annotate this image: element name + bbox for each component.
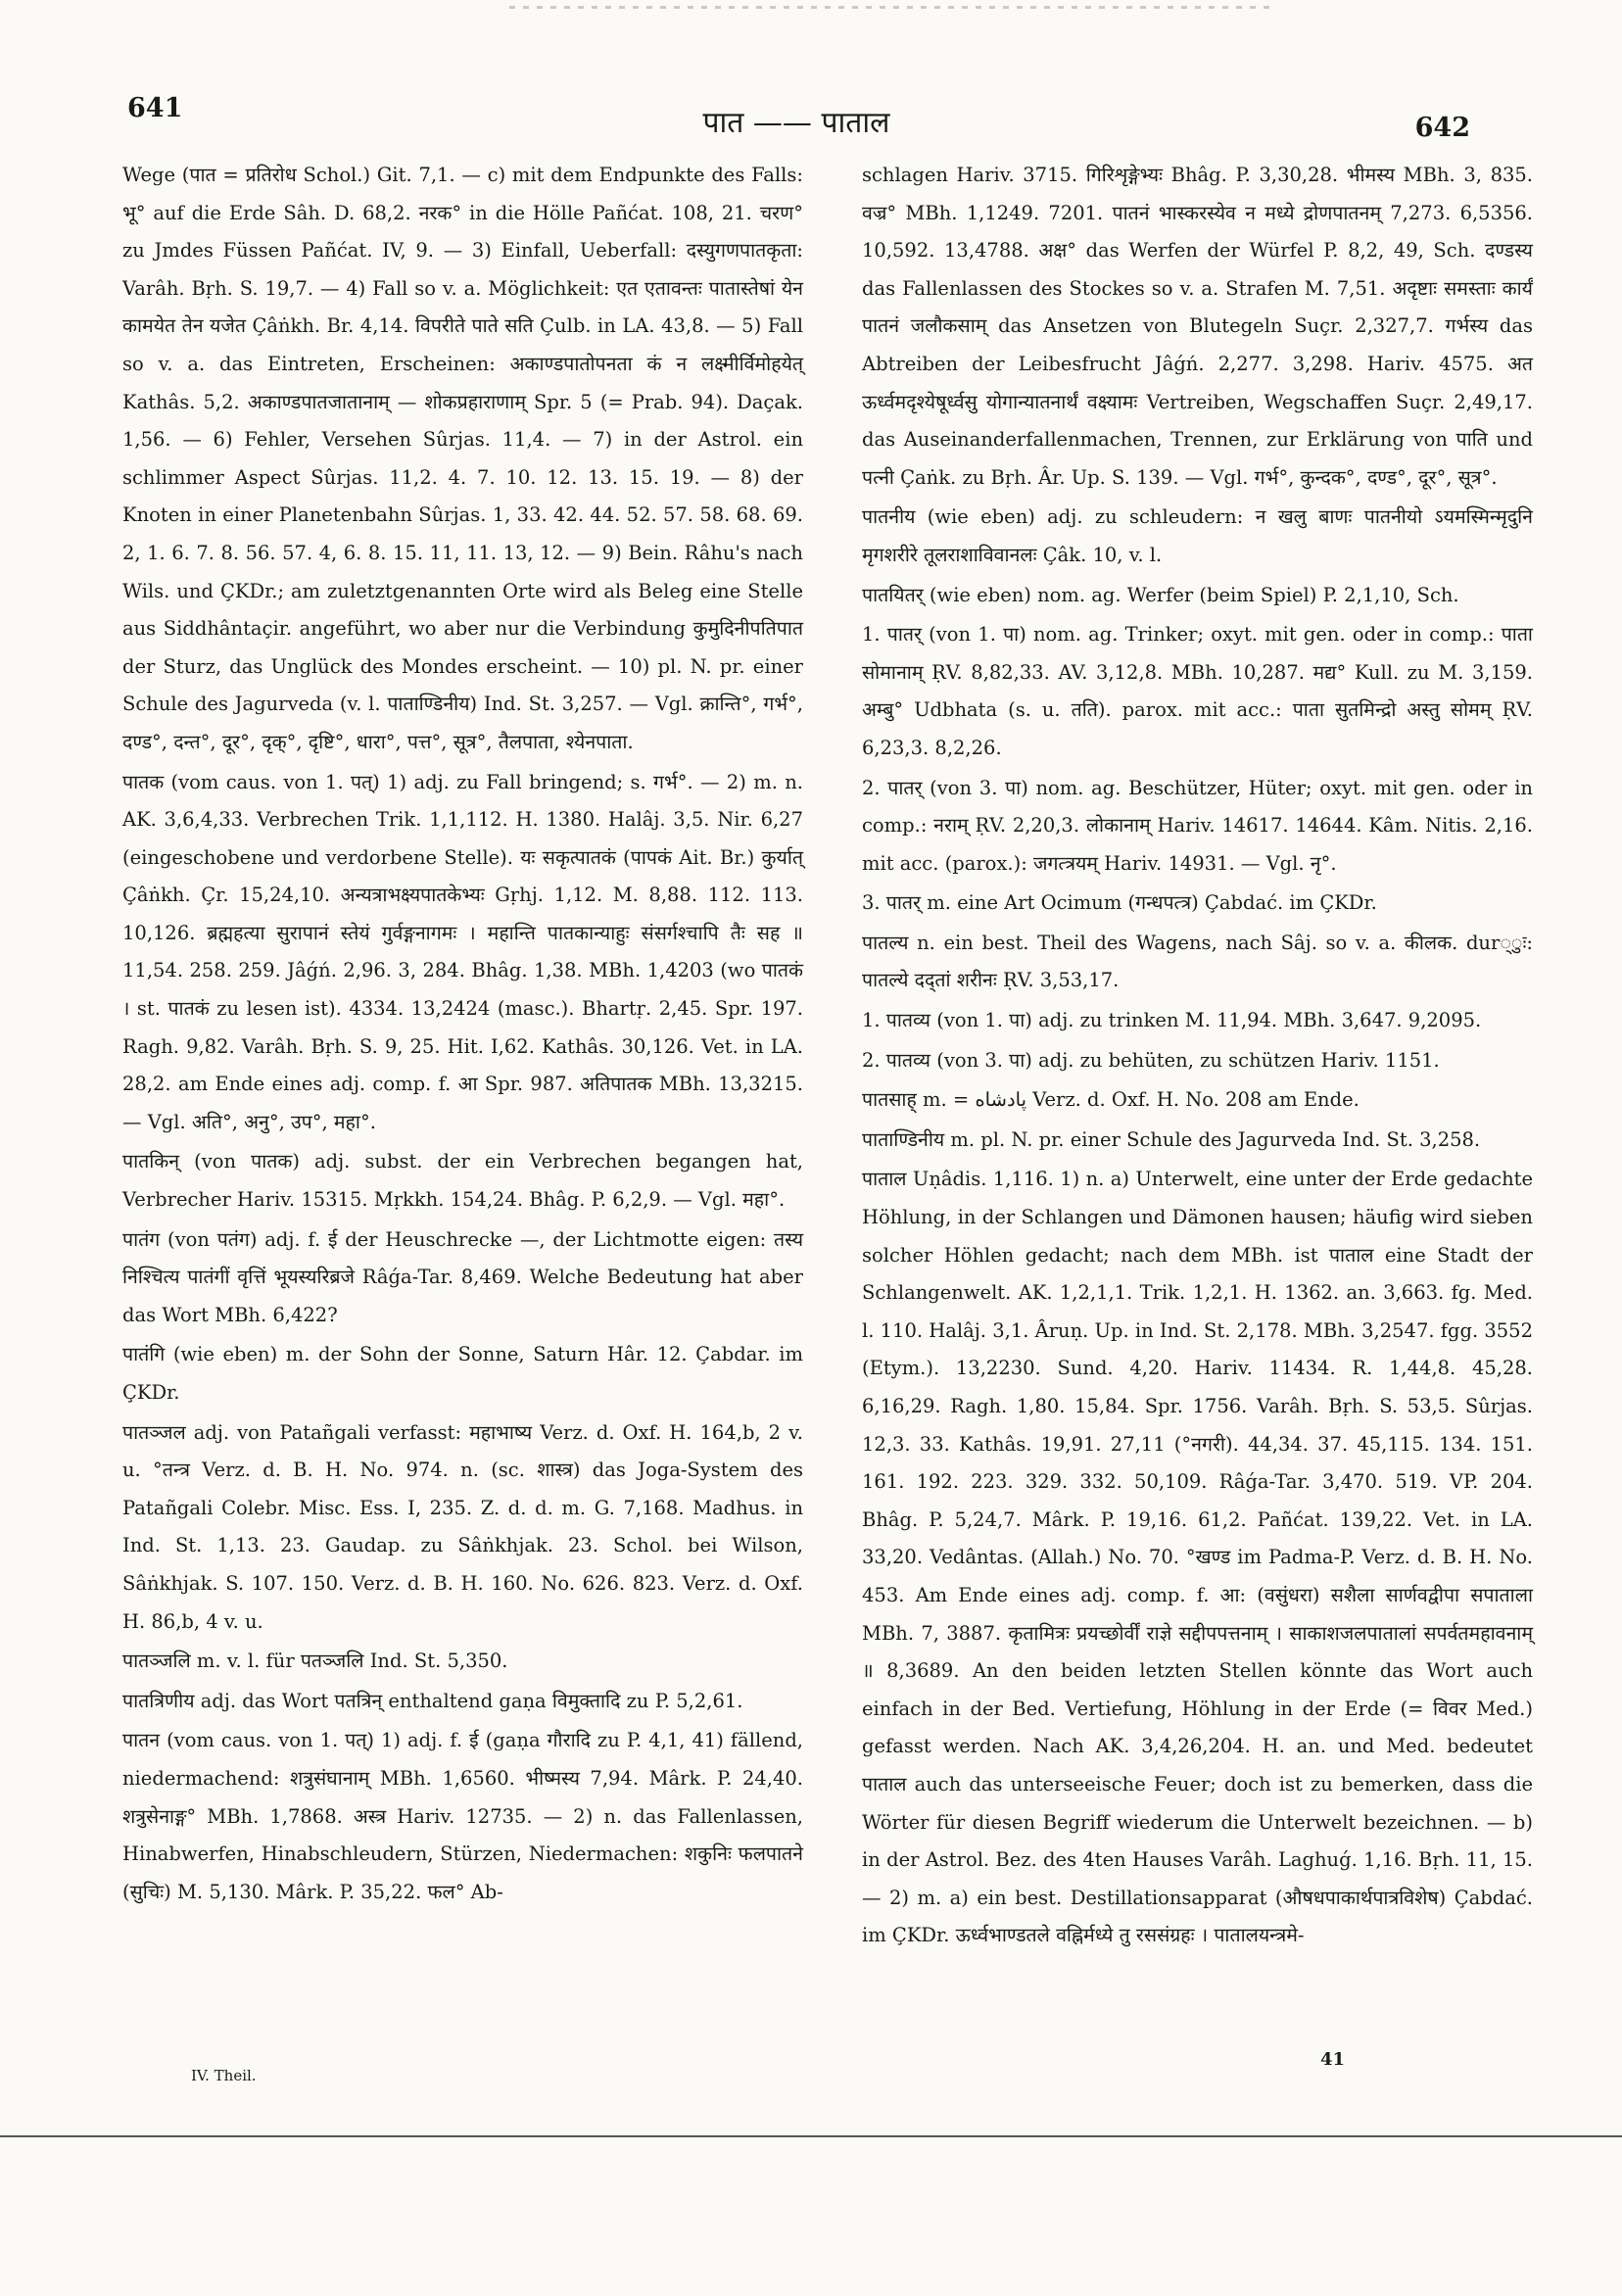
entry-patar-2: 2. पातर् (von 3. पा) nom. ag. Beschützer, Hüter; oxyt. mit gen. oder in comp.: नराम् ṚV. 2,20,3. लोकानाम् Hariv. 14617. 14644. Kâm. Nitis. 2,16. mit acc. (parox.): जगत्त्रयम् Hariv. 14931. — Vgl. नृ°.: [862, 776, 1533, 875]
entry-patalya: पातल्य n. ein best. Theil des Wagens, nach Sâj. so v. a. कीलक. dur्ुः: पातल्ये दद्तां शरीनः ṚV. 3,53,17.: [862, 931, 1533, 992]
entry-patatriniya: पातत्रिणीय adj. das Wort पतत्रिन् enthaltend gaṇa विमुक्तादि zu P. 5,2,61.: [122, 1689, 743, 1712]
entry-patana: पातन (vom caus. von 1. पत्) 1) adj. f. ई (gaṇa गौरादि zu P. 4,1, 41) fällend, niedermachend: शत्रुसंघानाम् MBh. 1,6560. भीष्मस्य 7,94. Mârk. P. 24,40. शत्रुसेनाङ्ग° MBh. 1,7868. अस्त्र Hariv. 12735. — 2) n. das Fallenlassen, Hinabwerfen, Hinabschleudern, Stürzen, Niedermachen: शकुनिः फलपातने (सुचिः) M. 5,130. Mârk. P. 35,22. फल° Ab-: [122, 1729, 803, 1903]
bottom-rule: [0, 2135, 1622, 2137]
entry-patanjala: पातञ्जल adj. von Patañgali verfasst: महाभाष्य Verz. d. Oxf. H. 164,b, 2 v. u. °तन्त्र Verz. d. B. H. No. 974. n. (sc. शास्त्र) das Joga-System des Patañgali Colebr. Misc. Ess. I, 235. Z. d. d. m. G. 7,168. Madhus. in Ind. St. 1,13. 23. Gaudap. zu Sâṅkhjak. 23. Schol. bei Wilson, Sâṅkhjak. S. 107. 150. Verz. d. B. H. 160. No. 626. 823. Verz. d. Oxf. H. 86,b, 4 v. u.: [122, 1420, 803, 1633]
entry-patandiniya: पाताण्डिनीय m. pl. N. pr. einer Schule des Jagurveda Ind. St. 3,258.: [862, 1127, 1481, 1151]
entry-patasah: पातसाह् m. = پادشاه Verz. d. Oxf. H. No. 208 am Ende.: [862, 1088, 1360, 1112]
volume-note: IV. Theil.: [191, 2067, 257, 2084]
scan-artifact: [509, 6, 1273, 9]
entry-pataniya: पातनीय (wie eben) adj. zu schleudern: न खलु बाणः पातनीयो ऽयमस्मिन्मृदुनि मृगशरीरे तूलराशाविवानलः Çâk. 10, v. l.: [862, 505, 1533, 566]
entry-patar-3: 3. पातर् m. eine Art Ocimum (गन्धपत्त्र) Çabdać. im ÇKDr.: [862, 891, 1377, 915]
entry-patanjali: पातञ्जलि m. v. l. für पतञ्जलि Ind. St. 5,350.: [122, 1650, 508, 1673]
entry-patavya-1: 1. पातव्य (von 1. पा) adj. zu trinken M. 11,94. MBh. 3,647. 9,2095.: [862, 1009, 1482, 1032]
page-header: [122, 93, 1470, 142]
entry-patala: पाताल Uṇâdis. 1,116. 1) n. a) Unterwelt, eine unter der Erde gedachte Höhlung, in der Schlangen und Dämonen hausen; häufig wird sieben solcher Höhlen gedacht; nach dem MBh. ist पाताल eine Stadt der Schlangenwelt. AK. 1,2,1,1. Trik. 1,2,1. H. 1362. an. 3,663. fg. Med. l. 110. Halâj. 3,1. Âruṇ. Up. in Ind. St. 2,178. MBh. 3,2547. fgg. 3552 (Etym.). 13,2230. Sund. 4,20. Hariv. 11434. R. 1,44,8. 45,28. 6,16,29. Ragh. 1,80. 15,84. Spr. 1756. Varâh. Bṛh. S. 53,5. Sûrjas. 12,3. 33. Kathâs. 19,91. 27,11 (°नगरी). 44,34. 37. 45,115. 134. 151. 161. 192. 223. 329. 332. 50,109. Râǵa-Tar. 3,470. 519. VP. 204. Bhâg. P. 5,24,7. Mârk. P. 19,16. 61,2. Pañćat. 139,22. Vet. in LA. 33,20. Vedântas. (Allah.) No. 70. °खण्ड im Padma-P. Verz. d. B. H. No. 453. Am Ende eines adj. comp. f. आ: (वसुंधरा) सशैला सार्णवद्वीपा सपाताला MBh. 7, 3887. कृतामित्रः प्रयच्छोर्वीं राज्ञे सद्दीपपत्तनाम् । साकाशजलपातालां सपर्वतमहावनाम् ॥ 8,3689. An den beiden letzten Stellen könnte das Wort auch einfach in der Bed. Vertiefung, Höhlung in der Erde (= विवर Med.) gefasst werden. Nach AK. 3,4,26,204. H. an. und Med. bedeutet पाताल auch das unterseeische Feuer; doch ist zu bemerken, dass die Wörter für diesen Begriff wiederum die Unterwelt bezeichnen. — b) in der Astrol. Bez. des 4ten Hauses Varâh. Laghuǵ. 1,16. Bṛh. 11, 15. — 2) m. a) ein best. Destillationsapparat (औषधपाकार्थपात्रविशेष) Çabdać. im ÇKDr. ऊर्ध्वभाण्डतले वह्निर्मध्ये तु रससंग्रहः । पातालयन्त्रमे-: [862, 1168, 1533, 1947]
entry-patavya-2: 2. पातव्य (von 3. पा) adj. zu behüten, zu schützen Hariv. 1151.: [862, 1048, 1440, 1072]
entry-patanga: पातंग (von पतंग) adj. f. ई der Heuschrecke —, der Lichtmotte eigen: तस्य निश्चित्य पातंगीं वृत्तिं भूयस्यरिब्रजे Râǵa-Tar. 8,469. Welche Bedeutung hat aber das Wort MBh. 6,422?: [122, 1227, 803, 1326]
entry-patana-cont: schlagen Hariv. 3715. गिरिशृङ्गेभ्यः Bhâg. P. 3,30,28. भीमस्य MBh. 3, 835. वज्र° MBh. 1,1249. 7201. पातनं भास्करस्येव न मध्ये द्रोणपातनम् 7,273. 6,5356. 10,592. 13,4788. अक्ष° das Werfen der Würfel P. 8,2, 49, Sch. दण्डस्य das Fallenlassen des Stockes so v. a. Strafen M. 7,51. अदृष्टाः समस्ताः कार्यं पातनं जलौकसाम् das Ansetzen von Blutegeln Suçr. 2,327,7. गर्भस्य das Abtreiben der Leibesfrucht Jâǵń. 2,277. 3,298. Hariv. 4575. अत ऊर्ध्वमदृश्येषूर्ध्वसु योगान्यातनार्थं वक्ष्यामः Vertreiben, Wegschaffen Suçr. 2,49,17. das Auseinanderfallenmachen, Trennen, zur Erklärung von पाति und पत्नी Çaṅk. zu Bṛh. Âr. Up. S. 139. — Vgl. गर्भ°, कुन्दक°, दण्ड°, दूर°, सूत्र°.: [862, 164, 1533, 489]
right-column: [862, 157, 1533, 1955]
entry-patakin: पातकिन् (von पातक) adj. subst. der ein Verbrechen begangen hat, Verbrecher Hariv. 15315. Mṛkkh. 154,24. Bhâg. P. 6,2,9. — Vgl. महा°.: [122, 1150, 803, 1212]
page-number-left: 641: [127, 93, 183, 123]
running-title: पात —— पाताल: [702, 106, 890, 140]
entry-pata-cont: Wege (पात = प्रतिरोध Schol.) Git. 7,1. — c) mit dem Endpunkte des Falls: भू° auf die Erde Sâh. D. 68,2. नरक° in die Hölle Pañćat. 108, 21. चरण° zu Jmdes Füssen Pañćat. IV, 9. — 3) Einfall, Ueberfall: दस्युगणपातकृता: Varâh. Bṛh. S. 19,7. — 4) Fall so v. a. Möglichkeit: एत एतावन्तः पातास्तेषां येन कामयेत तेन यजेत Çâṅkh. Br. 4,14. विपरीते पाते सति Çulb. in LA. 43,8. — 5) Fall so v. a. das Eintreten, Erscheinen: अकाण्डपातोपनता कं न लक्ष्मीर्विमोहयेत् Kathâs. 5,2. अकाण्डपातजातानाम् — शोकप्रहाराणाम् Spr. 5 (= Prab. 94). Daçak. 1,56. — 6) Fehler, Versehen Sûrjas. 11,4. — 7) in der Astrol. ein schlimmer Aspect Sûrjas. 11,2. 4. 7. 10. 12. 13. 15. 19. — 8) der Knoten in einer Planetenbahn Sûrjas. 1, 33. 42. 44. 52. 57. 58. 68. 69. 2, 1. 6. 7. 8. 56. 57. 4, 6. 8. 15. 11, 11. 13, 12. — 9) Bein. Râhu's nach Wils. und ÇKDr.; am zuletztgenannten Orte wird als Beleg eine Stelle aus Siddhântaçir. angeführt, wo aber nur die Verbindung कुमुदिनीपतिपात der Sturz, das Unglück des Mondes erscheint. — 10) pl. N. pr. einer Schule des Jagurveda (v. l. पाताण्डिनीय) Ind. St. 3,257. — Vgl. क्रान्ति°, गर्भ°, दण्ड°, दन्त°, दूर°, दृक्°, दृष्टि°, धारा°, पत्त°, सूत्र°, तैलपाता, श्येनपाता.: [122, 164, 803, 753]
entry-pataka: पातक (vom caus. von 1. पत्) 1) adj. zu Fall bringend; s. गर्भ°. — 2) m. n. AK. 3,6,4,33. Verbrechen Trik. 1,1,112. H. 1380. Halâj. 3,5. Nir. 6,27 (eingeschobene und verdorbene Stelle). यः सकृत्पातकं (पापकं Ait. Br.) कुर्यात् Çâṅkh. Çr. 15,24,10. अन्यत्राभक्ष्यपातकेभ्यः Gṛhj. 1,12. M. 8,88. 112. 113. 10,126. ब्रह्महत्या सुरापानं स्तेयं गुर्वङ्गनागमः । महान्ति पातकान्याहुः संसर्गश्चापि तैः सह ॥ 11,54. 258. 259. Jâǵń. 2,96. 3, 284. Bhâg. 1,38. MBh. 1,4203 (wo पातकं । st. पातकं zu lesen ist). 4334. 13,2424 (masc.). Bhartṛ. 2,45. Spr. 197. Ragh. 9,82. Varâh. Bṛh. S. 9, 25. Hit. I,62. Kathâs. 30,126. Vet. in LA. 28,2. am Ende eines adj. comp. f. आ Spr. 987. अतिपातक MBh. 13,3215. — Vgl. अति°, अनु°, उप°, महा°.: [122, 770, 803, 1133]
entry-patangi: पातंगि (wie eben) m. der Sohn der Sonne, Saturn Hâr. 12. Çabdar. im ÇKDr.: [122, 1343, 803, 1404]
page-number-right: 642: [1414, 113, 1470, 143]
signature-mark: 41: [1320, 2049, 1346, 2070]
entry-patar-1: 1. पातर् (von 1. पा) nom. ag. Trinker; oxyt. mit gen. oder in comp.: पाता सोमानाम् ṚV. 8,82,33. AV. 3,12,8. MBh. 10,287. मद्य° Kull. zu M. 3,159. अम्बु° Udbhata (s. u. तति). parox. mit acc.: पाता सुतमिन्द्रो अस्तु सोमम् ṚV. 6,23,3. 8,2,26.: [862, 623, 1533, 759]
entry-patayitar: पातयितर् (wie eben) nom. ag. Werfer (beim Spiel) P. 2,1,10, Sch.: [862, 583, 1459, 606]
left-column: [122, 157, 803, 1911]
